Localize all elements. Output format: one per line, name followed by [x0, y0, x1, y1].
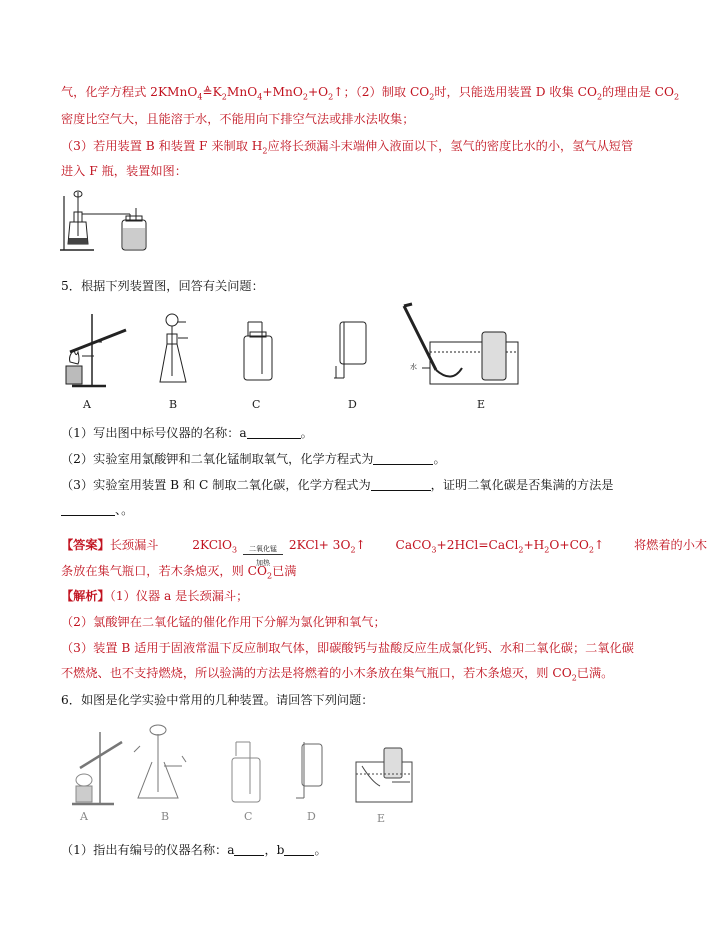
q5-water-label: 水: [410, 363, 417, 371]
q5-label-E: E: [477, 398, 486, 411]
q5-label-B: B: [169, 398, 178, 411]
answer-line-2: 密度比空气大，且能溶于水，不能用向下排空气法或排水法收集；: [61, 112, 415, 126]
q5-apparatus-C: [240, 320, 280, 386]
q5-answer-cont: 条放在集气瓶口，若木条熄灭，则 $CO_2$已满: [61, 564, 297, 581]
q5-blank-a[interactable]: [247, 426, 301, 439]
q5-analysis-4: 不燃烧、也不支持燃烧，所以验满的方法是将燃着的小木条放在集气瓶口，若木条熄灭，则 $CO_2$已满。: [61, 666, 614, 683]
q5-analysis-1: 【解析】（1）仪器 a 是长颈漏斗；: [61, 589, 249, 603]
q5-blank-method[interactable]: [61, 503, 115, 516]
q6-label-C: C: [244, 810, 253, 823]
q6-apparatus-D: [292, 738, 332, 804]
q6-apparatus-E: [352, 742, 416, 806]
q6-label-E: E: [377, 812, 386, 825]
q6-stem: 6．如图是化学实验中常用的几种装置。请回答下列问题：: [61, 693, 374, 707]
q5-apparatus-D: [330, 320, 370, 386]
q6-apparatus-C: [228, 740, 268, 806]
q6-apparatus-A: [66, 728, 130, 808]
q6-label-D: D: [307, 810, 316, 823]
q6-blank-a[interactable]: [234, 843, 264, 856]
q5-part-1: （1）写出图中标号仪器的名称：a 。: [61, 426, 313, 440]
answer-line-4: 进入 F 瓶，装置如图：: [61, 164, 187, 178]
q5-apparatus-E: [400, 302, 524, 388]
q5-part-3: （3）实验室用装置 B 和 C 制取二氧化碳，化学方程式为 ，证明二氧化碳是否集满的方法是: [61, 478, 614, 492]
q5-stem: 5．根据下列装置图，回答有关问题：: [61, 279, 264, 293]
q5-blank-equation-2[interactable]: [371, 478, 431, 491]
q5-answer: 【答案】长颈漏斗 2KClO$_3$ 二氧化锰 加热 $2KCl+ 3O_2↑$ $CaCO_3+2HCl=CaCl_2+H_2O+CO_2↑$ 将燃着的小木: [61, 538, 707, 567]
q5-apparatus-A: [60, 312, 130, 390]
hydrogen-apparatus-figure: [60, 188, 160, 254]
q6-blank-b[interactable]: [284, 843, 314, 856]
q5-part-2: （2）实验室用氯酸钾和二氧化锰制取氧气，化学方程式为 。: [61, 452, 446, 466]
q5-label-A: A: [83, 398, 91, 411]
q5-analysis-2: （2）氯酸钾在二氧化锰的催化作用下分解为氯化钾和氧气；: [61, 615, 386, 629]
answer-line-3: （3）若用装置 B 和装置 F 来制取 $H_2$应将长颈漏斗末端伸入液面以下，氢气的密度比水的小，氢气从短管: [61, 139, 634, 156]
q5-label-D: D: [348, 398, 357, 411]
q5-blank-equation-1[interactable]: [373, 452, 433, 465]
q6-label-A: A: [80, 810, 88, 823]
q6-part-1: （1）指出有编号的仪器名称：a ，b 。: [61, 843, 327, 857]
q5-label-C: C: [252, 398, 261, 411]
q5-apparatus-B: [156, 312, 196, 390]
q5-analysis-3: （3）装置 B 适用于固液常温下反应制取气体，即碳酸钙与盐酸反应生成氯化钙、水和二氧化碳；二氧化碳: [61, 641, 634, 655]
q6-apparatus-B: [130, 722, 190, 808]
q6-label-B: B: [161, 810, 170, 823]
q5-part-3-cont: 、。: [61, 502, 133, 518]
answer-line-1: 气，化学方程式 $2KMnO_4≜K_2MnO_4+MnO_2+O_2↑$；（2）制取 $CO_2$时，只能选用装置 D 收集 $CO_2$的理由是 $CO_2$: [61, 85, 680, 102]
